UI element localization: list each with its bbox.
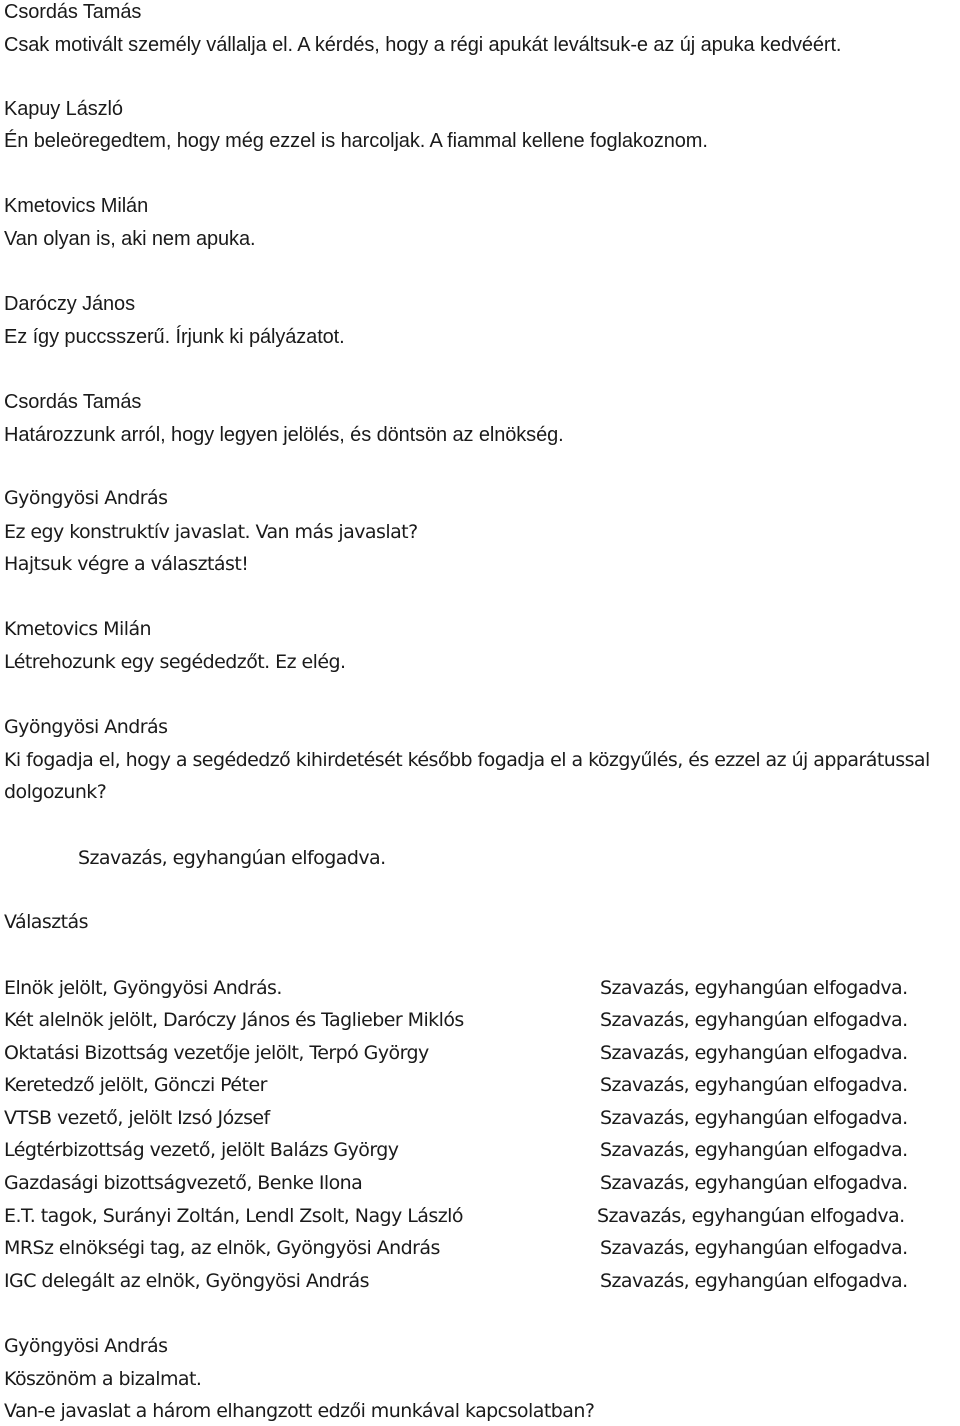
speaker-name: Kmetovics Milán [4,195,149,217]
candidate-label: Gazdasági bizottságvezető, Benke Ilona [4,1172,363,1194]
speech-text: Hajtsuk végre a választást! [4,553,249,575]
candidate-label: Két alelnök jelölt, Daróczy János és Taglieber Miklós [4,1009,464,1031]
vote-result: Szavazás, egyhangúan elfogadva. [600,1107,908,1129]
speaker-name: Csordás Tamás [4,1,142,23]
vote-result: Szavazás, egyhangúan elfogadva. [600,1074,908,1096]
vote-result: Szavazás, egyhangúan elfogadva. [78,847,386,869]
speech-text: Ez egy konstruktív javaslat. Van más javaslat? [4,521,418,543]
candidate-label: IGC delegált az elnök, Gyöngyösi András [4,1270,369,1292]
vote-result: Szavazás, egyhangúan elfogadva. [600,977,908,999]
vote-result: Szavazás, egyhangúan elfogadva. [600,1237,908,1259]
vote-result: Szavazás, egyhangúan elfogadva. [600,1139,908,1161]
speaker-name: Gyöngyösi András [4,487,168,509]
speech-text: Köszönöm a bizalmat. [4,1368,202,1390]
speech-text: Én beleöregedtem, hogy még ezzel is harcoljak. A fiammal kellene foglakoznom. [4,130,708,152]
vote-result: Szavazás, egyhangúan elfogadva. [600,1009,908,1031]
speech-text: Létrehozunk egy segédedzőt. Ez elég. [4,651,346,673]
speech-text: Van-e javaslat a három elhangzott edzői munkával kapcsolatban? [4,1400,595,1422]
candidate-label: Légtérbizottság vezető, jelölt Balázs György [4,1139,399,1161]
candidate-label: E.T. tagok, Surányi Zoltán, Lendl Zsolt, Nagy László [4,1205,463,1227]
speaker-name: Gyöngyösi András [4,716,168,738]
candidate-label: Oktatási Bizottság vezetője jelölt, Terpó György [4,1042,429,1064]
candidate-label: VTSB vezető, jelölt Izsó József [4,1107,270,1129]
candidate-label: Elnök jelölt, Gyöngyösi András. [4,977,282,999]
speech-text: Határozzunk arról, hogy legyen jelölés, és döntsön az elnökség. [4,424,564,446]
vote-result: Szavazás, egyhangúan elfogadva. [597,1205,905,1227]
speaker-name: Kmetovics Milán [4,618,152,640]
speaker-name: Csordás Tamás [4,391,142,413]
speech-text: dolgozunk? [4,781,107,803]
candidate-label: MRSz elnökségi tag, az elnök, Gyöngyösi András [4,1237,440,1259]
vote-result: Szavazás, egyhangúan elfogadva. [600,1270,908,1292]
speech-text: Ki fogadja el, hogy a segédedző kihirdetését később fogadja el a közgyűlés, és ezzel az új apparátussal [4,749,930,771]
speaker-name: Kapuy László [4,98,123,120]
speech-text: Van olyan is, aki nem apuka. [4,228,256,250]
section-heading: Választás [4,911,89,933]
speech-text: Csak motivált személy vállalja el. A kérdés, hogy a régi apukát leváltsuk-e az új apuka kedvéért. [4,34,842,56]
vote-result: Szavazás, egyhangúan elfogadva. [600,1172,908,1194]
candidate-label: Keretedző jelölt, Gönczi Péter [4,1074,267,1096]
speaker-name: Gyöngyösi András [4,1335,168,1357]
speaker-name: Daróczy János [4,293,135,315]
vote-result: Szavazás, egyhangúan elfogadva. [600,1042,908,1064]
speech-text: Ez így puccsszerű. Írjunk ki pályázatot. [4,326,345,348]
